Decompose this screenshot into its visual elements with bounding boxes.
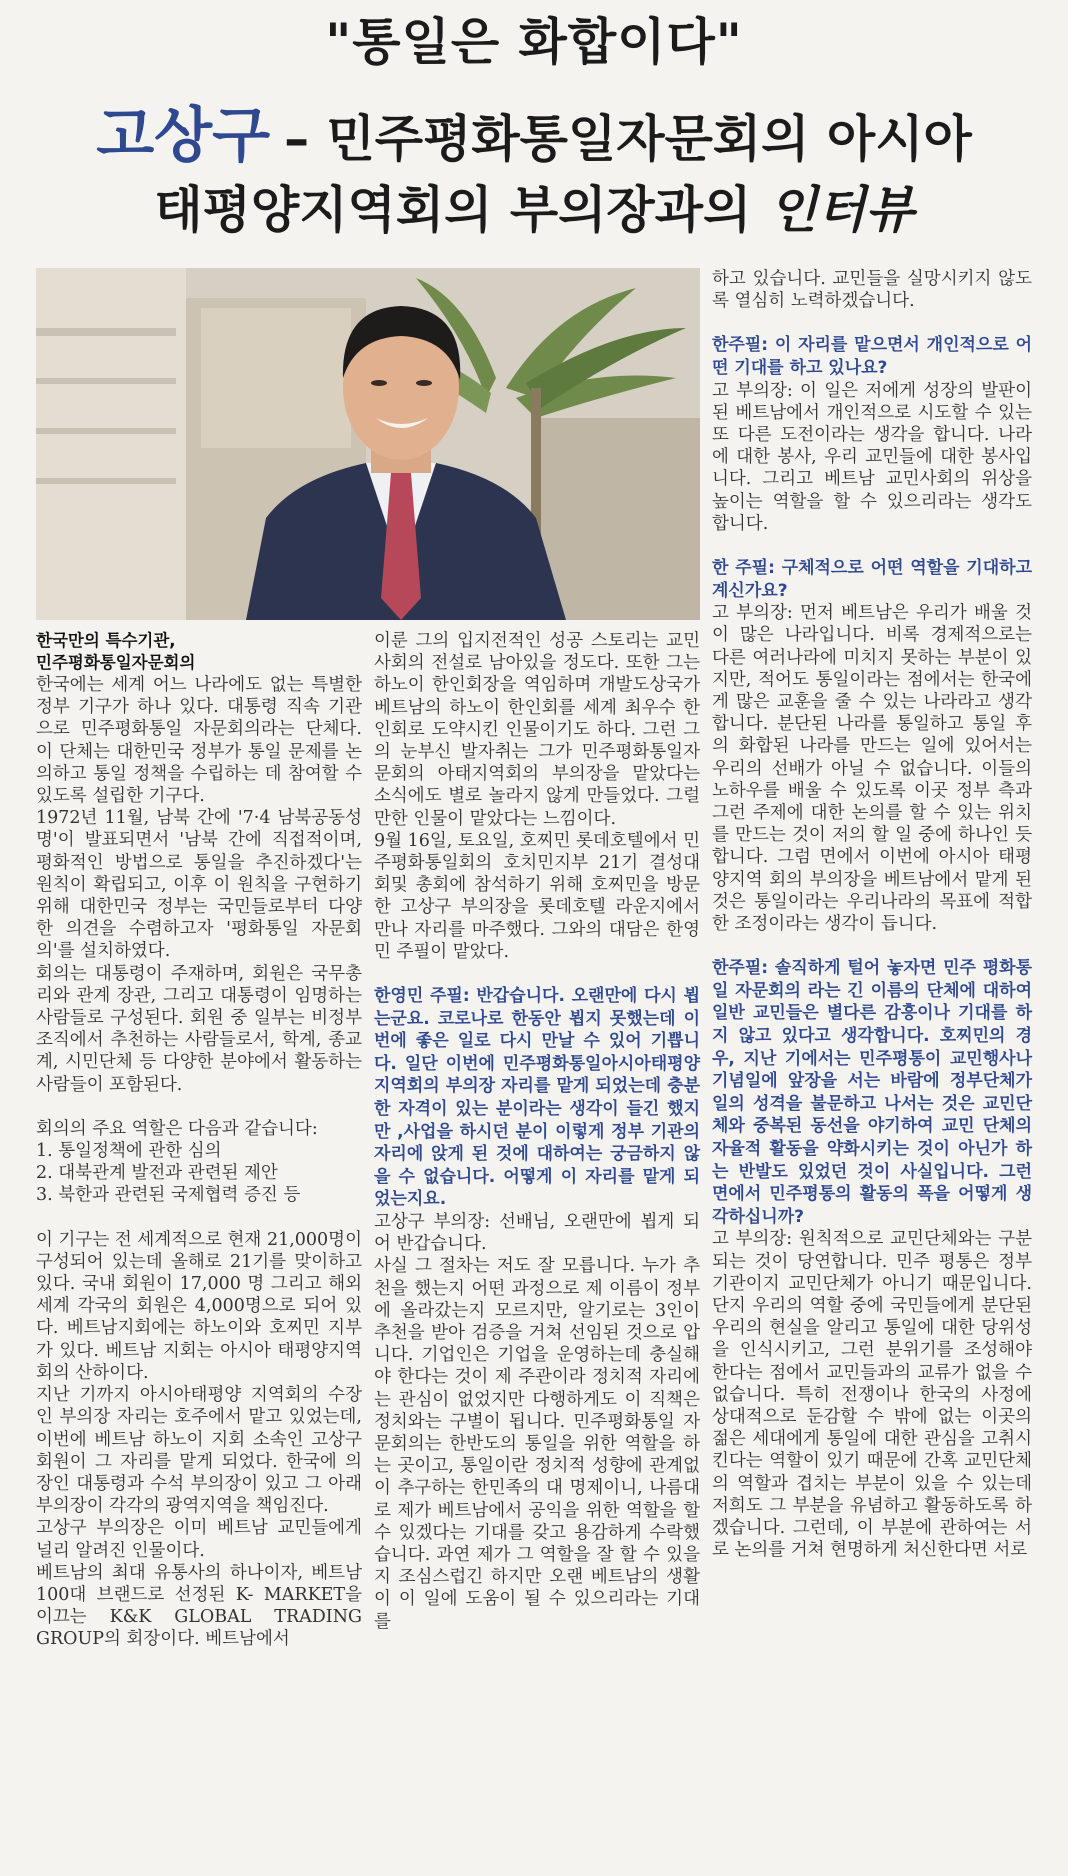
portrait-illustration — [36, 268, 700, 620]
column-right — [712, 268, 1032, 1561]
paragraph: 이룬 그의 입지전적인 성공 스토리는 교민사회의 전설로 남아있을 정도다. 또한 그는 하노이 한인회장을 역임하며 개발도상국가 베트남의 하노이 한인회를 세계 최우수 한인회로 도약시킨 인물이기도 하다. 그런 그의 눈부신 발자취는 그가 민주평화통일자문회의 아태지역회의 부의장을 맡았다는 소식에도 별로 놀라지 않게 만들었다. 그럴만한 인물이 맡았다는 느낌이다. — [374, 631, 700, 829]
interview-question: 한주필: 이 자리를 맡으면서 개인적으로 어떤 기대를 하고 있나요? — [712, 335, 1032, 378]
paragraph: 회의는 대통령이 주재하며, 회원은 국무총리와 관계 장관, 그리고 대통령이 임명하는 사람들로 구성된다. 회원 중 일부는 비정부 조직에서 추천하는 사람들로서, 학계, 종교계, 시민단체 등 다양한 분야에서 활동하는 사람들이 포함된다. — [36, 963, 362, 1095]
paragraph: 지난 기까지 아시아태평양 지역회의 수장인 부의장 자리는 호주에서 맡고 있었는데, 이번에 베트남 하노이 지회 소속인 고상구 회원이 그 자리를 맡게 되었다. 한국에 의장인 대통령과 수석 부의장이 있고 그 아래 부의장이 각각의 광역지역을 책임진다. — [36, 1385, 362, 1517]
interview-answer: 고 부의장: 원칙적으로 교민단체와는 구분되는 것이 당연합니다. 민주 평통은 정부기관이지 교민단체가 아니기 때문입니다. 단지 우리의 역할 중에 국민들에게 분단된 우리의 현실을 알리고 통일에 대한 당위성을 인식시키고, 그런 분위기를 조성해야 한다는 점에서 교민들과의 교류가 없을 수 없습니다. 특히 전쟁이나 한국의 사정에 상대적으로 둔감할 수 밖에 없는 이곳의 젊은 세대에게 통일에 대한 관심을 고취시킨다는 역할이 있기 때문에 간혹 교민단체의 역할과 겹치는 부분이 있을 수 있는데 저희도 그 부분을 유념하고 활동하도록 하겠습니다. 그런데, 이 부분에 관하여는 서로 논의를 거쳐 현명하게 처신한다면 서로 — [712, 1229, 1032, 1561]
headline-quote: "통일은 화합이다" — [325, 13, 743, 71]
paragraph: 이 기구는 전 세계적으로 현재 21,000명이 구성되어 있는데 올해로 21기를 맞이하고 있다. 국내 회원이 17,000 명 그리고 해외 세계 각국의 회원은 4,000명으로 되어 있다. 베트남지회에는 하노이와 호찌민 지부가 있다. 베트남 지회는 아시아 태평양지역회의 산하이다. — [36, 1229, 362, 1383]
paragraph: 고상구 부의장은 이미 베트남 교민들에게 널리 알려진 인물이다. — [36, 1518, 362, 1561]
headline-line3-text: 태평양지역회의 부의장과의 — [154, 181, 752, 239]
paragraph: 하고 있습니다. 교민들을 실망시키지 않도록 열심히 노력하겠습니다. — [712, 269, 1032, 312]
headline-line2 — [0, 88, 1068, 174]
paragraph: 한국에는 세계 어느 나라에도 없는 특별한 정부 기구가 하나 있다. 대통령 직속 기관으로 민주평화통일 자문회의라는 단체다. 이 단체는 대한민국 정부가 통일 문제를 논의하고 통일 정책을 수립하는 데 참여할 수 있도록 설립한 기구다. — [36, 675, 362, 807]
subheading-line2: 민주평화통일자문회의 — [36, 653, 196, 672]
paragraph: 1972년 11월, 남북 간에 '7·4 남북공동성명'이 발표되면서 '남북 간에 직접적이며, 평화적인 방법으로 통일을 추진하겠다'는 원칙이 확립되고, 이후 이 원칙을 구현하기 위해 대한민국 정부는 국민들로부터 다양한 의견을 수렴하고자 '평화통일 자문회의'를 설치하였다. — [36, 808, 362, 962]
roles-item: 1. 통일정책에 관한 심의 — [36, 1141, 222, 1162]
interview-answer: 고 부의장: 먼저 베트남은 우리가 배울 것이 많은 나라입니다. 비록 경제적으로는 다른 여러나라에 미치지 못하는 부분이 있지만, 적어도 통일이라는 점에서는 한국에게 많은 교훈을 줄 수 있는 나라라고 생각합니다. 분단된 나라를 통일하고 통일 후의 화합된 나라를 만드는 일에 있어서는 우리의 선배가 아닐 수 없습니다. 이들의 노하우를 배울 수 있도록 이곳 정부 측과 그런 주제에 대한 논의를 할 수 있는 위치를 만드는 것이 저의 할 일 중에 하나인 듯합니다. 그럼 면에서 이번에 아시아 태평양지역 회의 부의장을 베트남에서 맡게 된 것은 통일이라는 우리나라의 목표에 적합한 조정이라는 생각이 듭니다. — [712, 603, 1032, 935]
paragraph: 9월 16일, 토요일, 호찌민 롯데호텔에서 민주평화통일회의 호치민지부 21기 결성대회및 총회에 참석하기 위해 호찌민을 방문한 고상구 부의장을 롯데호텔 라운지에서 만나 자리를 마주했다. 그와의 대담은 한영민 주필이 맡았다. — [374, 830, 700, 962]
roles-item: 2. 대북관계 발전과 관련된 제안 — [36, 1163, 278, 1184]
subheading-line1: 한국만의 특수기관, — [36, 631, 176, 650]
interview-photo — [36, 268, 700, 620]
roles-item: 3. 북한과 관련된 국제협력 증진 등 — [36, 1185, 301, 1206]
headline-line3-emphasis: 인터뷰 — [768, 181, 914, 239]
column-middle — [374, 630, 700, 1633]
interview-answer: 고 부의장: 이 일은 저에게 성장의 발판이 된 베트남에서 개인적으로 시도할 수 있는 또 다른 도전이라는 생각을 합니다. 나라에 대한 봉사, 우리 교민들에 대한 봉사입니다. 그리고 베트남 교민사회의 위상을 높이는 역할을 할 수 있으리라는 생각도 합니다. — [712, 380, 1032, 534]
interview-answer: 고상구 부의장: 선배님, 오랜만에 뵙게 되어 반갑습니다. — [374, 1211, 700, 1255]
headline-name: 고상구 — [96, 101, 271, 171]
roles-intro: 회의의 주요 역할은 다음과 같습니다: — [36, 1118, 318, 1139]
interview-answer: 사실 그 절차는 저도 잘 모릅니다. 누가 추천을 했는지 어떤 과정으로 제 이름이 정부에 올라갔는지 모르지만, 알기로는 3인이 추천을 받아 검증을 거쳐 선임된 것으로 압니다. 기업인은 기업을 운영하는데 충실해야 한다는 것이 제 주관이라 정치적 자리에는 관심이 없었지만 다행하게도 이 직책은 정치와는 구별이 됩니다. 민주평화통일 자문회의는 한반도의 통일을 위한 역할을 하는 곳이고, 통일이란 정치적 성향에 관계없이 추구하는 한민족의 대 명제이니, 나름대로 제가 베트남에서 공익을 위한 역할을 할 수 있겠다는 기대를 갖고 용감하게 수락했습니다. 과연 제가 그 역할을 잘 할 수 있을 지 조심스럽긴 하지만 오랜 베트남의 생활이 이 일에 도움이 될 수 있으리라는 기대를 — [374, 1256, 700, 1632]
headline-line2-text: – 민주평화통일자문회의 아시아 — [284, 110, 972, 168]
paragraph: 베트남의 최대 유통사의 하나이자, 베트남 100대 브랜드로 선정된 K- MARKET을 이끄는 K&K GLOBAL TRADING GROUP의 회장이다. 베트남에서 — [36, 1562, 362, 1650]
column-left — [36, 630, 362, 1651]
interview-question: 한주필: 솔직하게 털어 놓자면 민주 평화통일 자문회의 라는 긴 이름의 단체에 대하여 일반 교민들은 별다른 감흥이나 기대를 하지 않고 있다고 생각합니다. 호찌민의 경우, 지난 기에서는 민주평통이 교민행사나 기념일에 앞장을 서는 바람에 정부단체가 일의 성격을 불문하고 나서는 것은 교민단체와 중복된 동선을 야기하여 교민 단체의 자율적 활동을 약화시키는 것이 아닌가 하는 반발도 있었던 것이 사실입니다. 그런 면에서 민주평통의 활동의 폭을 어떻게 생각하십니까? — [712, 958, 1032, 1227]
interview-question: 한영민 주필: 반갑습니다. 오랜만에 다시 뵙는군요. 코로나로 한동안 뵙지 못했는데 이번에 좋은 일로 다시 만날 수 있어 기쁩니다. 일단 이번에 민주평화통일아시아태평양지역회의 부의장 자리를 맡게 되었는데 충분한 자격이 있는 분이라는 생각이 들긴 했지만 ,사업을 하시던 분이 이렇게 정부 기관의 자리에 앉게 된 것에 대하여는 궁금하지 않을 수 없습니다. 어떻게 이 자리를 맡게 되었는지요. — [374, 986, 700, 1210]
headline-line3 — [0, 170, 1068, 242]
interview-question: 한 주필: 구체적으로 어떤 역할을 기대하고 계신가요? — [712, 558, 1032, 601]
